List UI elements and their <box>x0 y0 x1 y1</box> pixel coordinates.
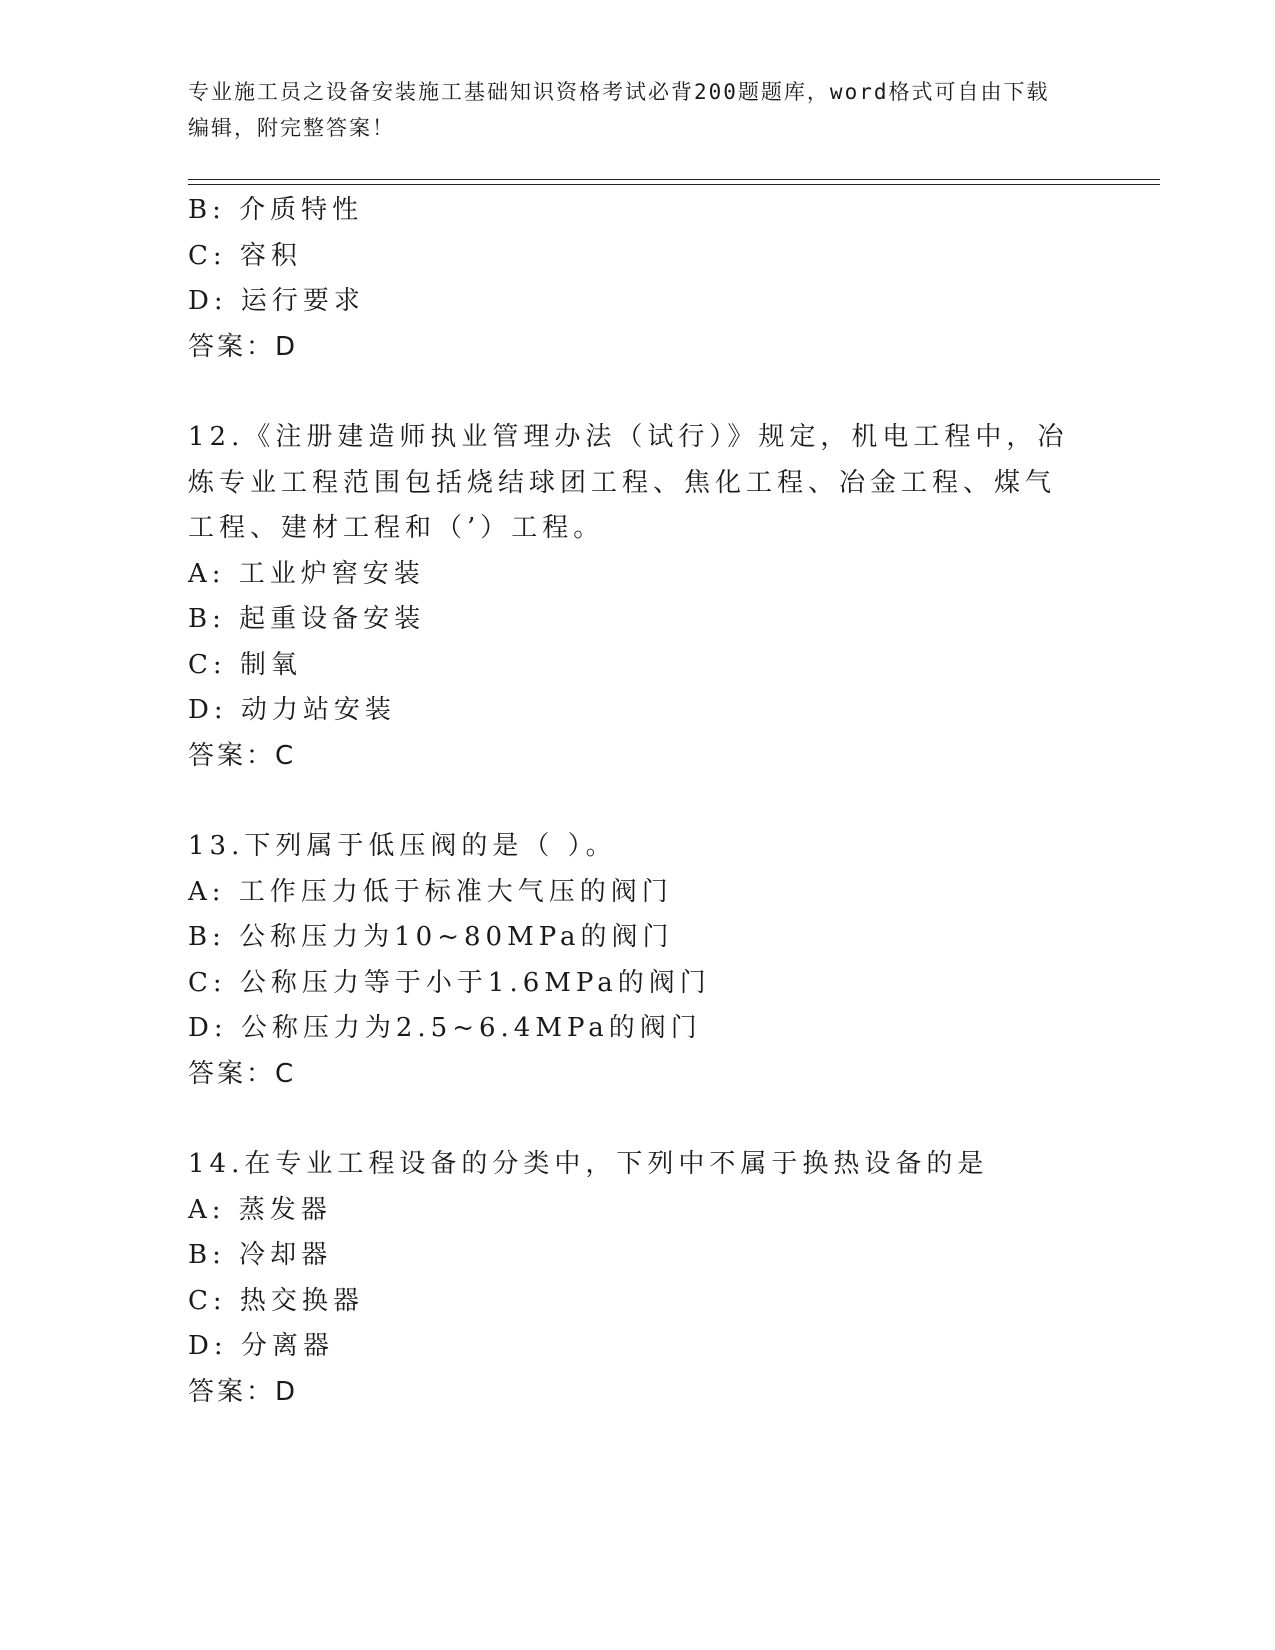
option-c: C: 公称压力等于小于1.6MPa的阀门 <box>188 967 711 998</box>
header-divider-bottom <box>188 184 1160 185</box>
answer-line: 答案：C <box>188 740 297 771</box>
document-header: 专业施工员之设备安装施工基础知识资格考试必背200题题库，word格式可自由下载编辑，附完整答案！ <box>188 80 1050 140</box>
option-d: D: 公称压力为2.5~6.4MPa的阀门 <box>188 1013 702 1043</box>
question-stem: 12.《注册建造师执业管理办法（试行）》规定，机电工程中，冶炼专业工程范围包括烧结球团工程、焦化工程、冶金工程、煤气工程、建材工程和（’）工程。 <box>188 422 1069 543</box>
question-12 <box>188 415 1088 779</box>
option-c: C: 热交换器 <box>188 1285 364 1316</box>
carryover-question <box>188 188 1088 370</box>
option-c: C: 制氧 <box>188 649 302 680</box>
question-14 <box>188 1142 1088 1415</box>
option-b: B: 起重设备安装 <box>188 604 426 634</box>
answer-line: 答案：D <box>188 331 299 362</box>
question-stem: 14.在专业工程设备的分类中，下列中不属于换热设备的是 <box>188 1149 989 1179</box>
option-a: A: 蒸发器 <box>188 1194 332 1225</box>
option-d: D: 分离器 <box>188 1331 334 1361</box>
question-stem: 13.下列属于低压阀的是（ ）。 <box>188 831 617 861</box>
option-c: C: 容积 <box>188 240 302 271</box>
answer-line: 答案：D <box>188 1376 299 1407</box>
option-d: D: 动力站安装 <box>188 695 396 725</box>
header-divider-top <box>188 179 1160 180</box>
option-d: D: 运行要求 <box>188 286 365 316</box>
answer-line: 答案：C <box>188 1058 297 1089</box>
question-13 <box>188 824 1088 1097</box>
option-b: B: 介质特性 <box>188 195 364 225</box>
option-a: A: 工业炉窖安装 <box>188 558 425 589</box>
option-b: B: 公称压力为10~80MPa的阀门 <box>188 922 674 952</box>
option-a: A: 工作压力低于标准大气压的阀门 <box>188 876 673 907</box>
document-body <box>188 188 1088 1415</box>
option-b: B: 冷却器 <box>188 1240 333 1270</box>
